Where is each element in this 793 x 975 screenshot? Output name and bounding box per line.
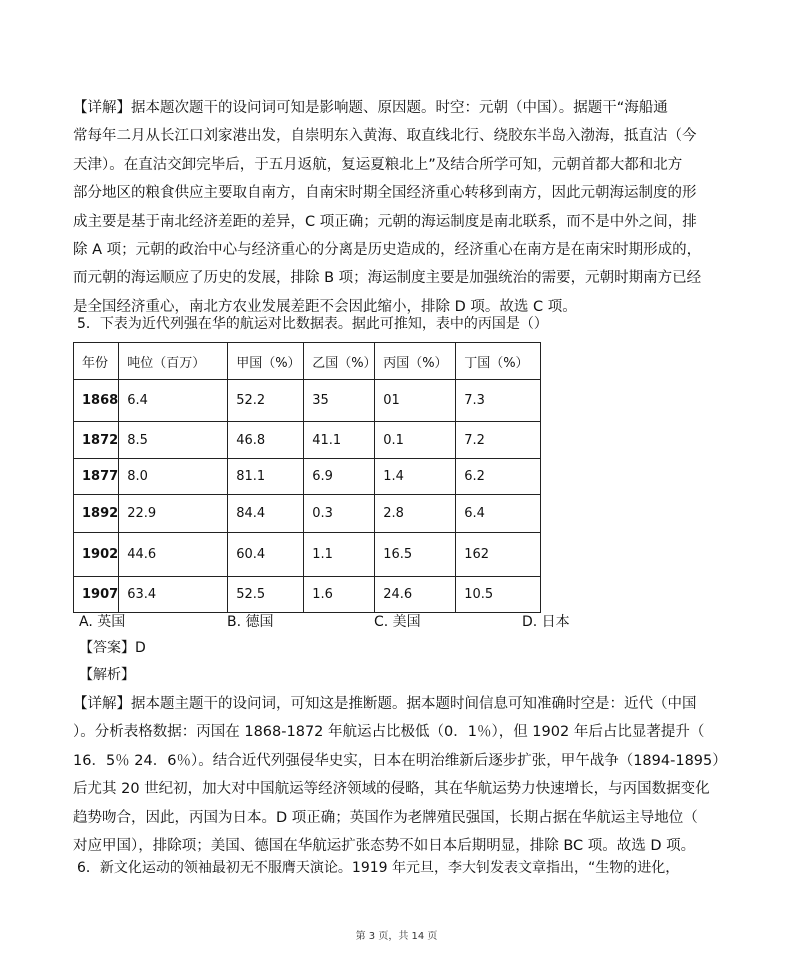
cell-a: 52.5 [228, 577, 304, 613]
header-country-d: 丁国（%） [456, 343, 541, 380]
text-line: 天津）。在直沽交卸完毕后，于五月返航，复运夏粮北上”及结合所学可知，元朝首都大都和北方 [73, 156, 683, 173]
header-country-b: 乙国（%） [304, 343, 375, 380]
q4-explanation [73, 94, 702, 321]
table-row [74, 577, 541, 613]
cell-c: 24.6 [375, 577, 456, 613]
header-country-a: 甲国（%） [228, 343, 304, 380]
cell-year: 1902 [74, 533, 119, 577]
cell-a: 84.4 [228, 495, 304, 533]
cell-d: 10.5 [456, 577, 541, 613]
cell-d: 7.2 [456, 422, 541, 459]
cell-year: 1868 [74, 380, 119, 422]
cell-tonnage: 44.6 [119, 533, 228, 577]
option-b[interactable]: B. 德国 [227, 614, 274, 630]
cell-d: 6.2 [456, 459, 541, 495]
text-line: 常每年二月从长江口刘家港出发，自崇明东入黄海、取直线北行、绕胶东半岛入渤海，抵直沽（今 [73, 128, 697, 145]
text-line: 【详解】据本题主题干的设问词，可知这是推断题。据本题时间信息可知准确时空是：近代（中国 [73, 696, 697, 712]
answer-label: 【答案】D [79, 640, 146, 656]
text-line: 而元朝的海运顺应了历史的发展，排除 B 项；海运制度主要是加强统治的需要，元朝时期南方已经 [73, 270, 702, 287]
text-line: 是全国经济重心，南北方农业发展差距不会因此缩小，排除 D 项。故选 C 项。 [73, 298, 577, 315]
cell-tonnage: 8.0 [119, 459, 228, 495]
cell-a: 52.2 [228, 380, 304, 422]
table-row [74, 459, 541, 495]
text-line: 对应甲国），排除项；美国、德国在华航运扩张态势不如日本后期明显，排除 BC 项。故选 D 项。 [73, 837, 696, 854]
option-a[interactable]: A. 英国 [79, 614, 126, 630]
cell-b: 1.6 [304, 577, 375, 613]
text-line: 趋势吻合，因此，丙国为日本。D 项正确；英国作为老牌殖民强国，长期占据在华航运主导地位（ [73, 809, 698, 826]
table-row [74, 422, 541, 459]
cell-year: 1907 [74, 577, 119, 613]
cell-b: 1.1 [304, 533, 375, 577]
cell-a: 81.1 [228, 459, 304, 495]
header-year: 年份 [74, 343, 119, 380]
table-row [74, 380, 541, 422]
shipping-data-table [73, 342, 541, 613]
cell-d: 162 [456, 533, 541, 577]
cell-year: 1877 [74, 459, 119, 495]
page-number: 第 3 页，共 14 页 [355, 931, 438, 942]
cell-c: 1.4 [375, 459, 456, 495]
cell-a: 60.4 [228, 533, 304, 577]
header-tonnage: 吨位（百万） [119, 343, 228, 380]
cell-tonnage: 22.9 [119, 495, 228, 533]
analysis-label: 【解析】 [79, 667, 135, 683]
cell-b: 35 [304, 380, 375, 422]
text-line: 后尤其 20 世纪初，加大对中国航运等经济领域的侵略，其在华航运势力快速增长，与丙国数据变化 [73, 781, 710, 798]
cell-tonnage: 8.5 [119, 422, 228, 459]
text-line: 除 A 项；元朝的政治中心与经济重心的分离是历史造成的，经济重心在南方是在南宋时期形成的， [73, 241, 702, 258]
text-line: ）。分析表格数据：丙国在 1868-1872 年航运占比极低（0．1％），但 1902 年后占比显著提升（ [73, 724, 705, 741]
table-row [74, 495, 541, 533]
cell-year: 1872 [74, 422, 119, 459]
table-header-row [74, 343, 541, 380]
cell-c: 2.8 [375, 495, 456, 533]
option-d[interactable]: D. 日本 [522, 614, 570, 630]
table-row [74, 533, 541, 577]
q5-explanation [73, 690, 727, 860]
cell-a: 46.8 [228, 422, 304, 459]
question-6-stem: 6．新文化运动的领袖最初无不服膺天演论。1919 年元旦，李大钊发表文章指出，“生物的进化， [77, 860, 680, 876]
cell-b: 0.3 [304, 495, 375, 533]
cell-d: 6.4 [456, 495, 541, 533]
cell-year: 1892 [74, 495, 119, 533]
cell-tonnage: 63.4 [119, 577, 228, 613]
text-line: 部分地区的粮食供应主要取自南方，自南宋时期全国经济重心转移到南方，因此元朝海运制度的形 [73, 185, 697, 202]
question-5-stem: 5．下表为近代列强在华的航运对比数据表。据此可推知，表中的丙国是（） [77, 316, 548, 332]
cell-c: 16.5 [375, 533, 456, 577]
cell-b: 41.1 [304, 422, 375, 459]
cell-b: 6.9 [304, 459, 375, 495]
cell-d: 7.3 [456, 380, 541, 422]
text-line: 16．5％ 24．6％）。结合近代列强侵华史实，日本在明治维新后逐步扩张，甲午战争（1894-1895） [73, 752, 727, 769]
header-country-c: 丙国（%） [375, 343, 456, 380]
text-line: 成主要是基于南北经济差距的差异，C 项正确；元朝的海运制度是南北联系，而不是中外之间，排 [73, 213, 697, 230]
text-line: 【详解】据本题次题干的设问词可知是影响题、原因题。时空：元朝（中国）。据题干“海船通 [73, 100, 668, 116]
cell-c: 01 [375, 380, 456, 422]
option-c[interactable]: C. 美国 [374, 614, 421, 630]
cell-c: 0.1 [375, 422, 456, 459]
cell-tonnage: 6.4 [119, 380, 228, 422]
